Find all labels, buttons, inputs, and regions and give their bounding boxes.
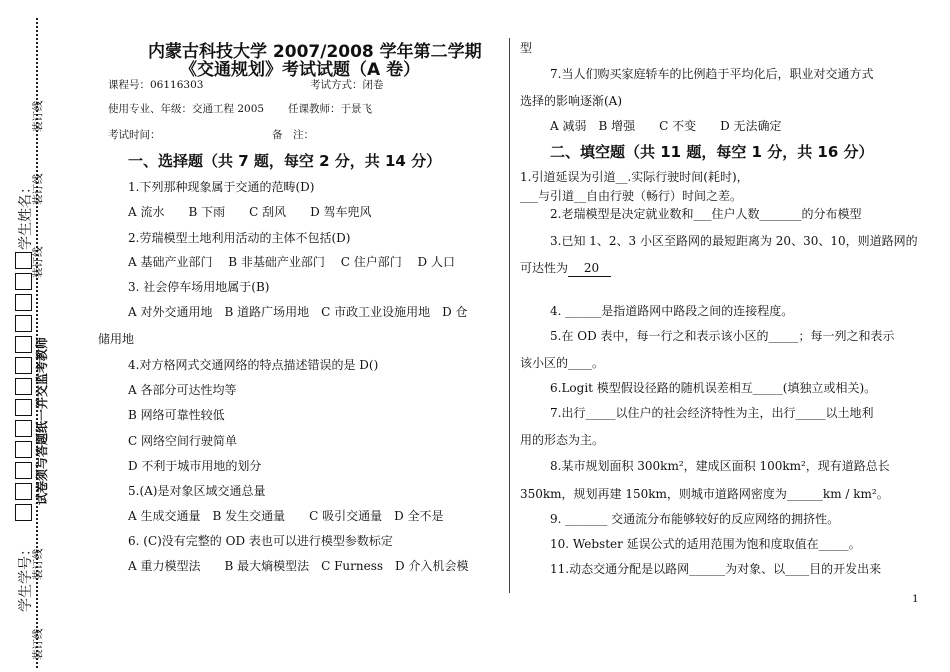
fill-question xyxy=(520,259,611,277)
section2-heading: 二、填空题（共 11 题，每空 1 分，共 16 分） xyxy=(550,143,874,161)
question-options: A 基础产业部门 B 非基础产业部门 C 住户部门 D 人口 xyxy=(128,255,455,269)
student-id-label: 学生学号： xyxy=(18,542,34,612)
fill-question: 6.Logit 模型假设径路的随机误差相互_____(填独立或相关)。 xyxy=(550,381,877,395)
student-id-box[interactable] xyxy=(15,462,32,479)
student-id-box[interactable] xyxy=(15,504,32,521)
student-id-box[interactable] xyxy=(15,294,32,311)
fill-question: 用的形态为主。 xyxy=(520,433,605,447)
question-line: 5.(A)是对象区域交通总量 xyxy=(128,484,266,498)
page-number: 1 xyxy=(912,593,919,605)
question-options: A 对外交通用地 B 道路广场用地 C 市政工业设施用地 D 仓 xyxy=(128,305,468,319)
student-id-box[interactable] xyxy=(15,252,32,269)
student-id-box[interactable] xyxy=(15,378,32,395)
fill-question: 11.动态交通分配是以路网______为对象、以____目的开发出来 xyxy=(550,562,882,576)
binding-seal-label: 装订线 xyxy=(32,100,44,132)
exam-time: 考试时间： xyxy=(108,129,161,141)
binding-seal-label: 装订线 xyxy=(32,628,44,660)
exam-title-line2: 《交通规划》考试试题（A 卷） xyxy=(180,60,421,80)
fill-question-text: 可达性为 xyxy=(520,261,569,275)
student-id-box[interactable] xyxy=(15,273,32,290)
student-id-box[interactable] xyxy=(15,336,32,353)
exam-title-line1: 内蒙古科技大学 2007/2008 学年第二学期 xyxy=(148,42,482,62)
fill-answer: 20 xyxy=(568,261,612,275)
fill-question: 2.老瑞模型是决定就业数和___住户人数_______的分布模型 xyxy=(550,207,862,221)
student-name-label: 学生姓名： xyxy=(18,180,34,250)
fill-question: 8.某市规划面积 300km²，建成区面积 100km²，现有道路总长 xyxy=(550,459,890,473)
fill-question: ___与引道__自由行驶（畅行）时间之差。 xyxy=(520,189,743,203)
fill-question: 1.引道延误为引道__.实际行驶时间(耗时)， xyxy=(520,170,749,184)
major-grade: 使用专业、年级：交通工程 2005 xyxy=(108,103,265,115)
question-options: A 生成交通量 B 发生交通量 C 吸引交通量 D 全不是 xyxy=(128,509,444,523)
question-line: 3. 社会停车场用地属于(B) xyxy=(128,280,270,294)
binding-seal-label: 装订线 xyxy=(32,173,44,205)
question-line: 1.下列那种现象属于交通的范畴(D) xyxy=(128,180,315,194)
binding-seal-label: 装订线 xyxy=(32,246,44,278)
exam-mode: 考试方式：闭卷 xyxy=(310,79,384,91)
student-id-box[interactable] xyxy=(15,483,32,500)
question-options: D 不利于城市用地的划分 xyxy=(128,459,262,473)
question-options: B 网络可靠性较低 xyxy=(128,408,225,422)
student-id-box[interactable] xyxy=(15,399,32,416)
question-line: 2.劳瑞模型土地利用活动的主体不包括(D) xyxy=(128,231,351,245)
fill-question: 7.出行_____以住户的社会经济特性为主，出行_____以土地利 xyxy=(550,406,874,420)
student-id-box[interactable] xyxy=(15,357,32,374)
question-line: 4.对方格网式交通网络的特点描述错误的是 D() xyxy=(128,358,379,372)
question-options: A 各部分可达性均等 xyxy=(128,383,237,397)
question-options: 储用地 xyxy=(98,332,135,346)
question-options: A 减弱 B 增强 C 不变 D 无法确定 xyxy=(550,119,782,133)
fill-question: 该小区的____。 xyxy=(520,356,605,370)
teacher: 任课教师：于景飞 xyxy=(288,103,372,115)
question-options: C 网络空间行驶简单 xyxy=(128,434,237,448)
student-id-box[interactable] xyxy=(15,441,32,458)
question-continuation: 型 xyxy=(520,41,533,55)
binding-seal-label: 装订线 xyxy=(32,548,44,580)
student-id-box[interactable] xyxy=(15,420,32,437)
column-divider xyxy=(509,38,510,593)
course-number: 课程号：06116303 xyxy=(108,79,204,91)
remark: 备 注： xyxy=(272,129,314,141)
fill-question: 10. Webster 延误公式的适用范围为饱和度取值在_____。 xyxy=(550,537,861,551)
fill-question: 4. ______是指道路网中路段之间的连接程度。 xyxy=(550,304,794,318)
section1-heading: 一、选择题（共 7 题，每空 2 分，共 14 分） xyxy=(128,152,442,170)
fill-question: 350km，规划再建 150km，则城市道路网密度为______km / km²。 xyxy=(520,487,889,501)
fill-question: 9. _______ 交通流分布能够较好的反应网络的拥挤性。 xyxy=(550,512,840,526)
fill-question: 5.在 OD 表中，每一行之和表示该小区的_____；每一列之和表示 xyxy=(550,329,895,343)
question-line: 6. (C)没有完整的 OD 表也可以进行模型参数标定 xyxy=(128,534,393,548)
question-options: A 重力模型法 B 最大熵模型法 C Furness D 介入机会模 xyxy=(128,559,469,573)
question-line: 7.当人们购买家庭轿车的比例趋于平均化后，职业对交通方式 xyxy=(550,67,874,81)
fill-question: 3.已知 1、2、3 小区至路网的最短距离为 20、30、10，则道路网的 xyxy=(550,234,918,248)
student-id-box[interactable] xyxy=(15,315,32,332)
question-options: A 流水 B 下雨 C 刮风 D 驾车兜风 xyxy=(128,205,372,219)
binding-warning: 试卷须与答题纸一并交监考教师 xyxy=(35,336,49,505)
question-line: 选择的影响逐渐(A) xyxy=(520,94,623,108)
